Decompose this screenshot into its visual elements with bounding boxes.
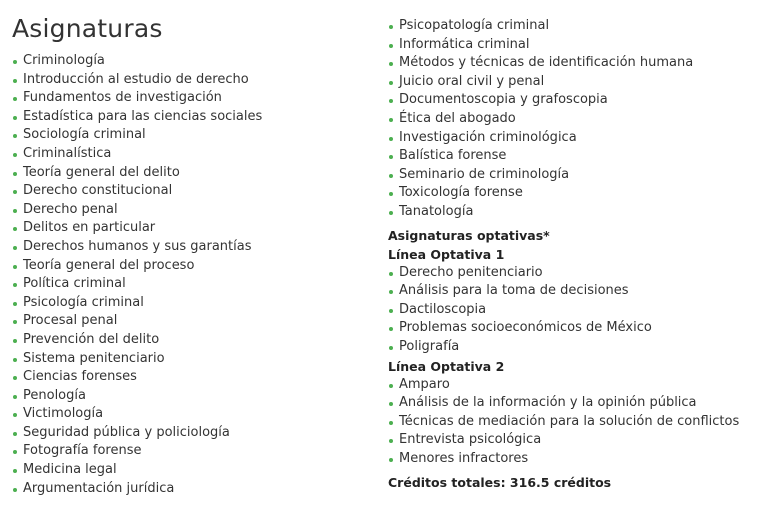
list-item-label: Tanatología (399, 203, 474, 219)
list-item-label: Fundamentos de investigación (23, 90, 222, 106)
list-item-label: Derecho penitenciario (399, 264, 543, 280)
list-item (388, 264, 753, 283)
list-item-label: Derecho penal (23, 201, 118, 217)
list-item-label: Ciencias forenses (23, 369, 137, 385)
list-item-label: Métodos y técnicas de identificación humana (399, 55, 694, 71)
list-item (388, 301, 753, 320)
bullet-icon (389, 174, 393, 178)
list-item-label: Informática criminal (399, 36, 530, 52)
bullet-icon (389, 402, 393, 406)
list-item-label: Problemas socioeconómicos de México (399, 320, 652, 336)
list-item (388, 184, 753, 203)
list-item (388, 413, 753, 432)
bullet-icon (13, 265, 17, 269)
bullet-icon (389, 192, 393, 196)
list-item-label: Entrevista psicológica (399, 432, 542, 448)
list-item (388, 129, 753, 148)
bullet-icon (13, 172, 17, 176)
bullet-icon (13, 302, 17, 306)
list-item (388, 338, 753, 357)
bullet-icon (13, 134, 17, 138)
list-item-label: Menores infractores (399, 450, 529, 466)
bullet-icon (389, 384, 393, 388)
bullet-icon (389, 211, 393, 215)
list-item (388, 394, 753, 413)
list-item-label: Derecho constitucional (23, 183, 173, 199)
list-item-label: Técnicas de mediación para la solución de conflictos (399, 413, 740, 429)
bullet-icon (13, 450, 17, 454)
list-item (12, 312, 372, 331)
optativa-line-2-title: Línea Optativa 2 (388, 358, 505, 374)
list-item-label: Estadística para las ciencias sociales (23, 108, 263, 124)
list-item-label: Victimología (23, 406, 104, 422)
list-item (12, 480, 372, 499)
list-item (388, 282, 753, 301)
list-item (12, 52, 372, 71)
list-item (12, 368, 372, 387)
bullet-icon (389, 421, 393, 425)
list-item (388, 147, 753, 166)
bullet-icon (13, 432, 17, 436)
bullet-icon (13, 209, 17, 213)
list-item (12, 294, 372, 313)
list-item-label: Seminario de criminología (399, 166, 570, 182)
list-item (12, 201, 372, 220)
list-item-label: Medicina legal (23, 462, 117, 478)
list-item (12, 238, 372, 257)
subjects-list-left (12, 52, 372, 498)
list-item (388, 17, 753, 36)
list-item (12, 257, 372, 276)
list-item (388, 450, 753, 469)
list-item-label: Delitos en particular (23, 220, 156, 236)
list-item (12, 182, 372, 201)
list-item (12, 387, 372, 406)
list-item-label: Introducción al estudio de derecho (23, 71, 249, 87)
bullet-icon (13, 60, 17, 64)
bullet-icon (13, 395, 17, 399)
left-column (12, 12, 372, 498)
bullet-icon (389, 81, 393, 85)
optativa-line-1-title: Línea Optativa 1 (388, 246, 505, 262)
list-item-label: Argumentación jurídica (23, 480, 175, 496)
list-item-label: Ética del abogado (399, 110, 516, 126)
bullet-icon (389, 309, 393, 313)
list-item-label: Juicio oral civil y penal (399, 73, 545, 89)
subjects-list-right (388, 17, 753, 222)
list-item-label: Investigación criminológica (399, 129, 577, 145)
list-item (388, 36, 753, 55)
bullet-icon (389, 62, 393, 66)
bullet-icon (389, 155, 393, 159)
list-item-label: Sociología criminal (23, 127, 146, 143)
list-item (12, 126, 372, 145)
bullet-icon (13, 190, 17, 194)
bullet-icon (13, 97, 17, 101)
list-item-label: Teoría general del proceso (23, 257, 195, 273)
list-item-label: Amparo (399, 376, 450, 392)
page-title: Asignaturas (12, 14, 163, 43)
optativas-heading: Asignaturas optativas* (388, 227, 550, 243)
list-item (12, 442, 372, 461)
bullet-icon (389, 439, 393, 443)
list-item (388, 319, 753, 338)
bullet-icon (13, 246, 17, 250)
bullet-icon (389, 272, 393, 276)
list-item (12, 164, 372, 183)
bullet-icon (13, 79, 17, 83)
bullet-icon (13, 488, 17, 492)
list-item (388, 431, 753, 450)
list-item (388, 54, 753, 73)
list-item-label: Balística forense (399, 148, 507, 164)
list-item-label: Criminalística (23, 145, 112, 161)
bullet-icon (13, 469, 17, 473)
list-item-label: Toxicología forense (399, 185, 523, 201)
bullet-icon (389, 346, 393, 350)
bullet-icon (13, 116, 17, 120)
bullet-icon (13, 376, 17, 380)
list-item-label: Sistema penitenciario (23, 350, 165, 366)
list-item (388, 376, 753, 395)
list-item (388, 73, 753, 92)
bullet-icon (389, 137, 393, 141)
list-item (388, 203, 753, 222)
list-item (12, 89, 372, 108)
bullet-icon (389, 118, 393, 122)
bullet-icon (13, 358, 17, 362)
optativa-line-1-list (388, 264, 753, 357)
list-item (12, 275, 372, 294)
bullet-icon (389, 327, 393, 331)
list-item-label: Teoría general del delito (23, 164, 180, 180)
list-item-label: Dactiloscopia (399, 301, 487, 317)
list-item-label: Poligrafía (399, 338, 460, 354)
list-item-label: Psicología criminal (23, 294, 144, 310)
bullet-icon (13, 413, 17, 417)
bullet-icon (13, 153, 17, 157)
list-item (12, 350, 372, 369)
right-column (388, 17, 753, 492)
bullet-icon (389, 25, 393, 29)
list-item (12, 71, 372, 90)
list-item (12, 108, 372, 127)
total-credits: Créditos totales: 316.5 créditos (388, 475, 612, 491)
bullet-icon (13, 320, 17, 324)
bullet-icon (389, 290, 393, 294)
bullet-icon (13, 283, 17, 287)
bullet-icon (389, 99, 393, 103)
list-item-label: Análisis de la información y la opinión pública (399, 395, 697, 411)
list-item-label: Criminología (23, 53, 105, 68)
list-item-label: Seguridad pública y policiología (23, 424, 230, 440)
list-item (12, 219, 372, 238)
list-item (12, 424, 372, 443)
list-item-label: Derechos humanos y sus garantías (23, 238, 252, 254)
bullet-icon (389, 44, 393, 48)
list-item (388, 166, 753, 185)
list-item-label: Penología (23, 387, 86, 403)
list-item-label: Análisis para la toma de decisiones (399, 283, 629, 299)
list-item-label: Fotografía forense (23, 443, 142, 459)
bullet-icon (13, 339, 17, 343)
list-item (388, 110, 753, 129)
bullet-icon (389, 458, 393, 462)
list-item (12, 461, 372, 480)
list-item-label: Prevención del delito (23, 331, 160, 347)
list-item-label: Procesal penal (23, 313, 118, 329)
bullet-icon (13, 227, 17, 231)
list-item (12, 145, 372, 164)
list-item (12, 331, 372, 350)
list-item-label: Documentoscopia y grafoscopia (399, 92, 608, 108)
list-item (388, 91, 753, 110)
list-item-label: Política criminal (23, 276, 126, 292)
list-item-label: Psicopatología criminal (399, 18, 550, 33)
optativa-line-2-list (388, 376, 753, 469)
list-item (12, 405, 372, 424)
